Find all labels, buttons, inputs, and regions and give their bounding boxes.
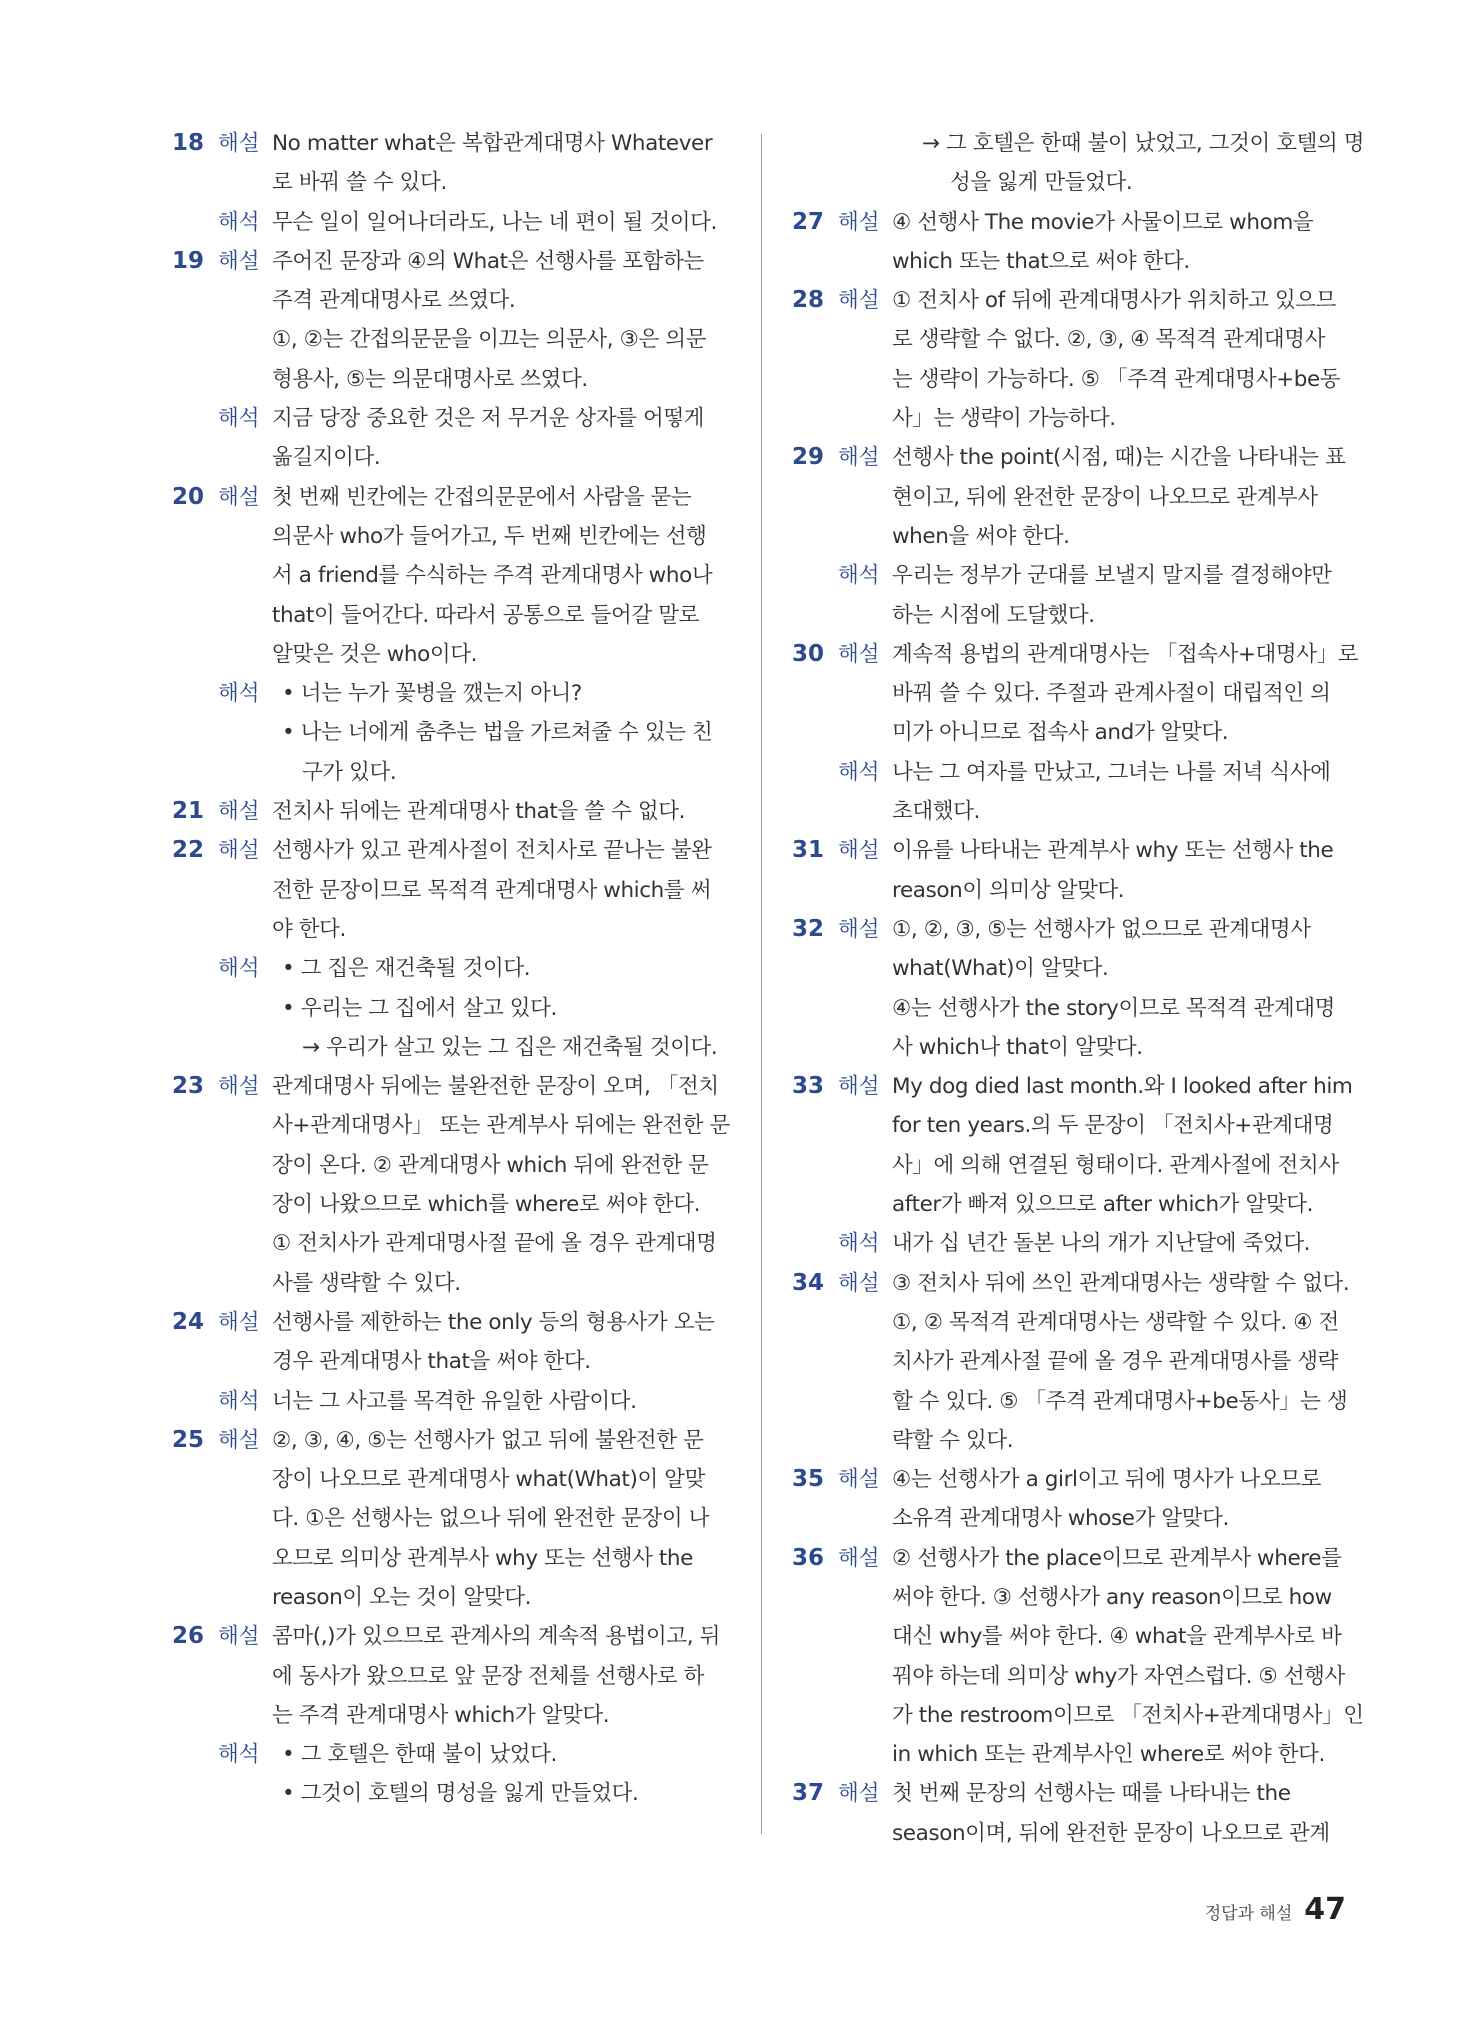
question-number: 29 [792, 444, 825, 471]
explanation-line: 소유격 관계대명사 whose가 알맞다. [892, 1506, 1229, 1532]
explanation-line: after가 빠져 있으므로 after which가 알맞다. [892, 1192, 1314, 1218]
translation-line: • 나는 너에게 춤추는 법을 가르쳐줄 수 있는 친 [282, 720, 713, 746]
entry-28 [792, 281, 1350, 438]
explanation-line: 관계대명사 뒤에는 불완전한 문장이 오며, 「전치 [272, 1074, 719, 1100]
question-number: 32 [792, 915, 825, 942]
explanation-line: what(What)이 알맞다. [892, 956, 1109, 982]
translation-tag: 해석 [218, 681, 260, 707]
explanation-line: 서 a friend를 수식하는 주격 관계대명사 who나 [272, 563, 713, 589]
explanation-tag: 해설 [838, 209, 880, 235]
explanation-line: ③ 전치사 뒤에 쓰인 관계대명사는 생략할 수 없다. [892, 1270, 1350, 1296]
explanation-line: 미가 아니므로 접속사 and가 알맞다. [892, 720, 1229, 746]
explanation-line: 주어진 문장과 ④의 What은 선행사를 포함하는 [272, 248, 704, 274]
explanation-line: ④ 선행사 The movie가 사물이므로 whom을 [892, 209, 1314, 235]
explanation-line: My dog died last month.와 I looked after him [892, 1074, 1353, 1100]
translation-tag: 해석 [218, 209, 260, 235]
explanation-line: for ten years.의 두 문장이 「전치사+관계대명 [892, 1113, 1334, 1139]
question-number: 22 [172, 837, 205, 864]
explanation-tag: 해설 [218, 248, 260, 274]
explanation-tag: 해설 [218, 838, 260, 864]
entry-35 [792, 1460, 1350, 1539]
translation-line: 하는 시점에 도달했다. [892, 602, 1095, 628]
translation-line: 구가 있다. [302, 759, 397, 785]
explanation-line: 장이 나왔으므로 which를 where로 써야 한다. [272, 1192, 701, 1218]
explanation-line: 오므로 의미상 관계부사 why 또는 선행사 the [272, 1545, 693, 1571]
explanation-tag: 해설 [838, 641, 880, 667]
translation-tag: 해석 [218, 406, 260, 432]
translation-line: 성을 잃게 만들었다. [950, 170, 1133, 196]
explanation-line: 경우 관계대명사 that을 써야 한다. [272, 1349, 591, 1375]
explanation-tag: 해설 [218, 1309, 260, 1335]
question-number: 26 [172, 1623, 205, 1650]
explanation-line: 선행사가 있고 관계사절이 전치사로 끝나는 불완 [272, 838, 712, 864]
page-number: 47 [1304, 1892, 1346, 1927]
explanation-line: ④는 선행사가 the story이므로 목적격 관계대명 [892, 995, 1336, 1021]
translation-line: → 그 호텔은 한때 불이 났었고, 그것이 호텔의 명 [922, 131, 1365, 156]
question-number: 25 [172, 1426, 205, 1453]
explanation-line: 에 동사가 왔으므로 앞 문장 전체를 선행사로 하 [272, 1663, 705, 1689]
explanation-tag: 해설 [838, 1781, 880, 1807]
explanation-line: that이 들어간다. 따라서 공통으로 들어갈 말로 [272, 602, 699, 628]
entry-19 [172, 242, 732, 478]
translation-line: • 우리는 그 집에서 살고 있다. [282, 995, 557, 1021]
explanation-line: reason이 의미상 알맞다. [892, 877, 1125, 903]
question-number: 21 [172, 798, 205, 825]
explanation-line: in which 또는 관계부사인 where로 써야 한다. [892, 1742, 1325, 1768]
entry-36 [792, 1539, 1364, 1775]
entry-29 [792, 438, 1350, 634]
translation-tag: 해석 [218, 1388, 260, 1414]
translation-line: 너는 그 사고를 목격한 유일한 사람이다. [272, 1388, 637, 1414]
entry-33 [792, 1067, 1353, 1263]
explanation-line: 콤마(,)가 있으므로 관계사의 계속적 용법이고, 뒤 [272, 1624, 721, 1650]
entry-20 [172, 478, 732, 792]
explanation-tag: 해설 [838, 1270, 880, 1296]
explanation-line: ① 전치사가 관계대명사절 끝에 올 경우 관계대명 [272, 1231, 717, 1257]
question-number: 28 [792, 287, 825, 314]
explanation-tag: 해설 [218, 131, 260, 156]
question-number: 30 [792, 640, 825, 667]
question-number: 27 [792, 208, 825, 235]
explanation-line: 알맞은 것은 who이다. [272, 641, 478, 667]
question-number: 24 [172, 1308, 205, 1335]
translation-tag: 해석 [838, 1231, 880, 1257]
entry-25 [172, 1421, 732, 1617]
entry-34 [792, 1264, 1350, 1460]
translation-line: 초대했다. [892, 799, 980, 825]
entry-22 [172, 831, 732, 1067]
explanation-line: 선행사를 제한하는 the only 등의 형용사가 오는 [272, 1309, 715, 1335]
entry-30 [792, 635, 1359, 831]
explanation-line: 장이 온다. ② 관계대명사 which 뒤에 완전한 문 [272, 1152, 709, 1178]
explanation-line: 략할 수 있다. [892, 1427, 1014, 1453]
entry-18 [172, 124, 732, 242]
translation-line: 나는 그 여자를 만났고, 그녀는 나를 저녁 식사에 [892, 759, 1331, 785]
explanation-tag: 해설 [838, 916, 880, 942]
entry-31 [792, 831, 1350, 910]
question-number: 23 [172, 1073, 205, 1100]
entry-27 [792, 203, 1350, 282]
explanation-line: 사 which나 that이 알맞다. [892, 1034, 1143, 1060]
explanation-line: ②, ③, ④, ⑤는 선행사가 없고 뒤에 불완전한 문 [272, 1427, 704, 1453]
explanation-line: 치사가 관계사절 끝에 올 경우 관계대명사를 생략 [892, 1349, 1338, 1375]
explanation-line: ④는 선행사가 a girl이고 뒤에 명사가 나오므로 [892, 1467, 1321, 1493]
explanation-tag: 해설 [218, 799, 260, 825]
explanation-line: 바꿔 쓸 수 있다. 주절과 관계사절이 대립적인 의 [892, 681, 1331, 707]
explanation-line: 야 한다. [272, 916, 346, 942]
translation-tag: 해석 [218, 1742, 260, 1768]
entry-24 [172, 1303, 732, 1421]
question-number: 33 [792, 1073, 825, 1100]
question-number: 37 [792, 1780, 825, 1807]
explanation-line: 로 생략할 수 없다. ②, ③, ④ 목적격 관계대명사 [892, 327, 1325, 353]
explanation-tag: 해설 [838, 1545, 880, 1571]
explanation-tag: 해설 [838, 838, 880, 864]
right-column [792, 124, 1365, 1853]
question-number: 31 [792, 837, 825, 864]
page-footer [1205, 1892, 1346, 1927]
translation-line: 내가 십 년간 돌본 나의 개가 지난달에 죽었다. [892, 1231, 1311, 1257]
explanation-line: 는 생략이 가능하다. ⑤ 「주격 관계대명사+be동 [892, 366, 1341, 392]
explanation-line: 첫 번째 빈칸에는 간접의문문에서 사람을 묻는 [272, 484, 692, 510]
entry-26-continued [792, 124, 1365, 203]
explanation-tag: 해설 [218, 1427, 260, 1453]
footer-section-label: 정답과 해설 [1204, 1904, 1293, 1924]
explanation-line: ① 전치사 of 뒤에 관계대명사가 위치하고 있으므 [892, 288, 1337, 314]
explanation-line: 전한 문장이므로 목적격 관계대명사 which를 써 [272, 877, 712, 903]
entry-23 [172, 1067, 732, 1303]
translation-line: 지금 당장 중요한 것은 저 무거운 상자를 어떻게 [272, 406, 705, 432]
question-number: 36 [792, 1544, 825, 1571]
explanation-line: ①, ②, ③, ⑤는 선행사가 없으므로 관계대명사 [892, 916, 1311, 942]
translation-tag: 해석 [838, 563, 880, 589]
explanation-line: ② 선행사가 the place이므로 관계부사 where를 [892, 1545, 1342, 1571]
translation-line: • 너는 누가 꽃병을 깼는지 아니? [282, 681, 582, 707]
explanation-line: season이며, 뒤에 완전한 문장이 나오므로 관계 [892, 1820, 1330, 1846]
explanation-line: 계속적 용법의 관계대명사는 「접속사+대명사」로 [892, 641, 1359, 667]
explanation-line: 현이고, 뒤에 완전한 문장이 나오므로 관계부사 [892, 484, 1318, 510]
explanation-line: 는 주격 관계대명사 which가 알맞다. [272, 1702, 610, 1728]
translation-line: 우리는 정부가 군대를 보낼지 말지를 결정해야만 [892, 563, 1332, 589]
question-number: 19 [172, 247, 205, 274]
question-number: 18 [172, 130, 205, 156]
explanation-line: 의문사 who가 들어가고, 두 번째 빈칸에는 선행 [272, 523, 707, 549]
entry-26 [172, 1617, 732, 1813]
translation-line: • 그 집은 재건축될 것이다. [282, 956, 531, 982]
explanation-tag: 해설 [218, 484, 260, 510]
column-divider [761, 134, 762, 1834]
question-number: 20 [172, 483, 205, 510]
translation-line: 무슨 일이 일어나더라도, 나는 네 편이 될 것이다. [272, 209, 717, 235]
explanation-line: 첫 번째 문장의 선행사는 때를 나타내는 the [892, 1781, 1291, 1807]
explanation-line: 주격 관계대명사로 쓰였다. [272, 288, 516, 314]
translation-tag: 해석 [218, 956, 260, 982]
explanation-line: 다. ①은 선행사는 없으나 뒤에 완전한 문장이 나 [272, 1506, 709, 1532]
explanation-tag: 해설 [218, 1074, 260, 1100]
translation-line: 옮길지이다. [272, 445, 381, 471]
explanation-line: 사」는 생략이 가능하다. [892, 406, 1116, 432]
explanation-line: 대신 why를 써야 한다. ④ what을 관계부사로 바 [892, 1624, 1342, 1650]
translation-tag: 해석 [838, 759, 880, 785]
explanation-line: 장이 나오므로 관계대명사 what(What)이 알맞 [272, 1467, 705, 1493]
explanation-line: 사+관계대명사」 또는 관계부사 뒤에는 완전한 문 [272, 1113, 730, 1139]
explanation-line: 이유를 나타내는 관계부사 why 또는 선행사 the [892, 838, 1334, 864]
explanation-tag: 해설 [838, 288, 880, 314]
explanation-tag: 해설 [218, 1624, 260, 1650]
explanation-line: which 또는 that으로 써야 한다. [892, 248, 1190, 274]
entry-32 [792, 910, 1350, 1067]
explanation-tag: 해설 [838, 1074, 880, 1100]
explanation-line: 형용사, ⑤는 의문대명사로 쓰였다. [272, 366, 588, 392]
explanation-line: 할 수 있다. ⑤ 「주격 관계대명사+be동사」는 생 [892, 1388, 1348, 1414]
explanation-tag: 해설 [838, 445, 880, 471]
explanation-line: ①, ② 목적격 관계대명사는 생략할 수 있다. ④ 전 [892, 1309, 1339, 1335]
translation-line: • 그것이 호텔의 명성을 잃게 만들었다. [282, 1781, 639, 1807]
explanation-line: 로 바꿔 쓸 수 있다. [272, 170, 447, 196]
explanation-line: 가 the restroom이므로 「전치사+관계대명사」인 [892, 1702, 1364, 1728]
left-column [172, 124, 732, 1814]
explanation-line: 꿔야 하는데 의미상 why가 자연스럽다. ⑤ 선행사 [892, 1663, 1345, 1689]
explanation-line: ①, ②는 간접의문문을 이끄는 의문사, ③은 의문 [272, 327, 707, 353]
entry-21 [172, 792, 732, 831]
explanation-line: 사」에 의해 연결된 형태이다. 관계사절에 전치사 [892, 1152, 1339, 1178]
translation-line: • 그 호텔은 한때 불이 났었다. [282, 1742, 557, 1768]
explanation-tag: 해설 [838, 1467, 880, 1493]
explanation-line: 써야 한다. ③ 선행사가 any reason이므로 how [892, 1584, 1332, 1610]
explanation-line: No matter what은 복합관계대명사 Whatever [272, 131, 713, 156]
question-number: 34 [792, 1269, 825, 1296]
explanation-line: when을 써야 한다. [892, 523, 1070, 549]
entry-37 [792, 1774, 1350, 1853]
explanation-line: 전치사 뒤에는 관계대명사 that을 쓸 수 없다. [272, 799, 686, 825]
translation-line: → 우리가 살고 있는 그 집은 재건축될 것이다. [302, 1034, 718, 1060]
question-number: 35 [792, 1466, 825, 1493]
explanation-line: 사를 생략할 수 있다. [272, 1270, 461, 1296]
explanation-line: reason이 오는 것이 알맞다. [272, 1584, 532, 1610]
explanation-line: 선행사 the point(시점, 때)는 시간을 나타내는 표 [892, 445, 1346, 471]
